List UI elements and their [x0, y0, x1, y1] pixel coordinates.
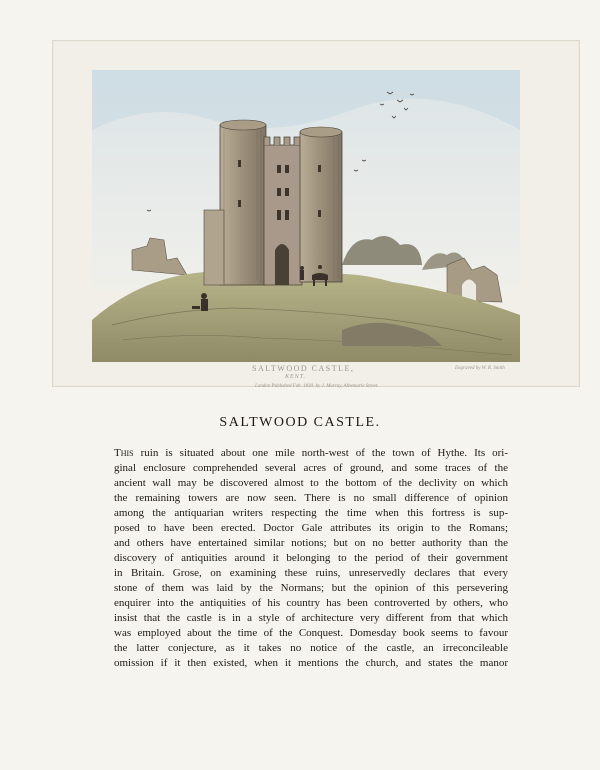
text-line: insist that the castle is in a style of architecture very different from that which [114, 612, 508, 624]
text-line: was employed about the time of the Conquest. Domesday book seems to favour [114, 627, 508, 639]
text-line: ancient wall may be discovered almost to the bottom of the declivity on which [114, 477, 508, 489]
article-body [114, 446, 508, 671]
plate-caption-subtitle: KENT. [285, 374, 307, 380]
text-line: posed to have been erected. Doctor Gale attributes its origin to the Romans; [114, 522, 508, 534]
text-line: among the antiquarian writers respecting the time when this fortress is sup- [114, 507, 508, 519]
text-line: the remaining towers are now seen. There is no small difference of opinion [114, 492, 508, 504]
text-line: omission if it then existed, when it mentions the church, and states the manor [114, 657, 508, 669]
text-line: and others have entertained similar notions; but on no better authority than the [114, 537, 508, 549]
text-line: stone of them was laid by the Normans; but the opinion of this persevering [114, 582, 508, 594]
text-line: in Britain. Grose, on examining these ruins, unreservedly declares that every [114, 567, 508, 579]
plate-publisher-line: London Published Feb. 1830. by J. Murray, Albemarle Street. [255, 384, 379, 389]
plate-caption-title: SALTWOOD CASTLE, [252, 364, 355, 373]
text-line: the latter conjecture, as it takes no notice of the castle, an irreconcileable [114, 642, 508, 654]
text-line: This ruin is situated about one mile north-west of the town of Hythe. Its ori- [114, 447, 508, 459]
text-line: discovery of antiquities around it belonging to the period of their government [114, 552, 508, 564]
text-line: enquirer into the antiquities of his country has been controverted by others, who [114, 597, 508, 609]
castle-engraving [92, 70, 520, 362]
article-heading: SALTWOOD CASTLE. [219, 415, 381, 430]
plate-engraver-line: Engraved by W. R. Smith [455, 366, 505, 371]
text-line: ginal enclosure comprehended several acres of ground, and some traces of the [114, 462, 508, 474]
drop-word: This [114, 447, 134, 459]
